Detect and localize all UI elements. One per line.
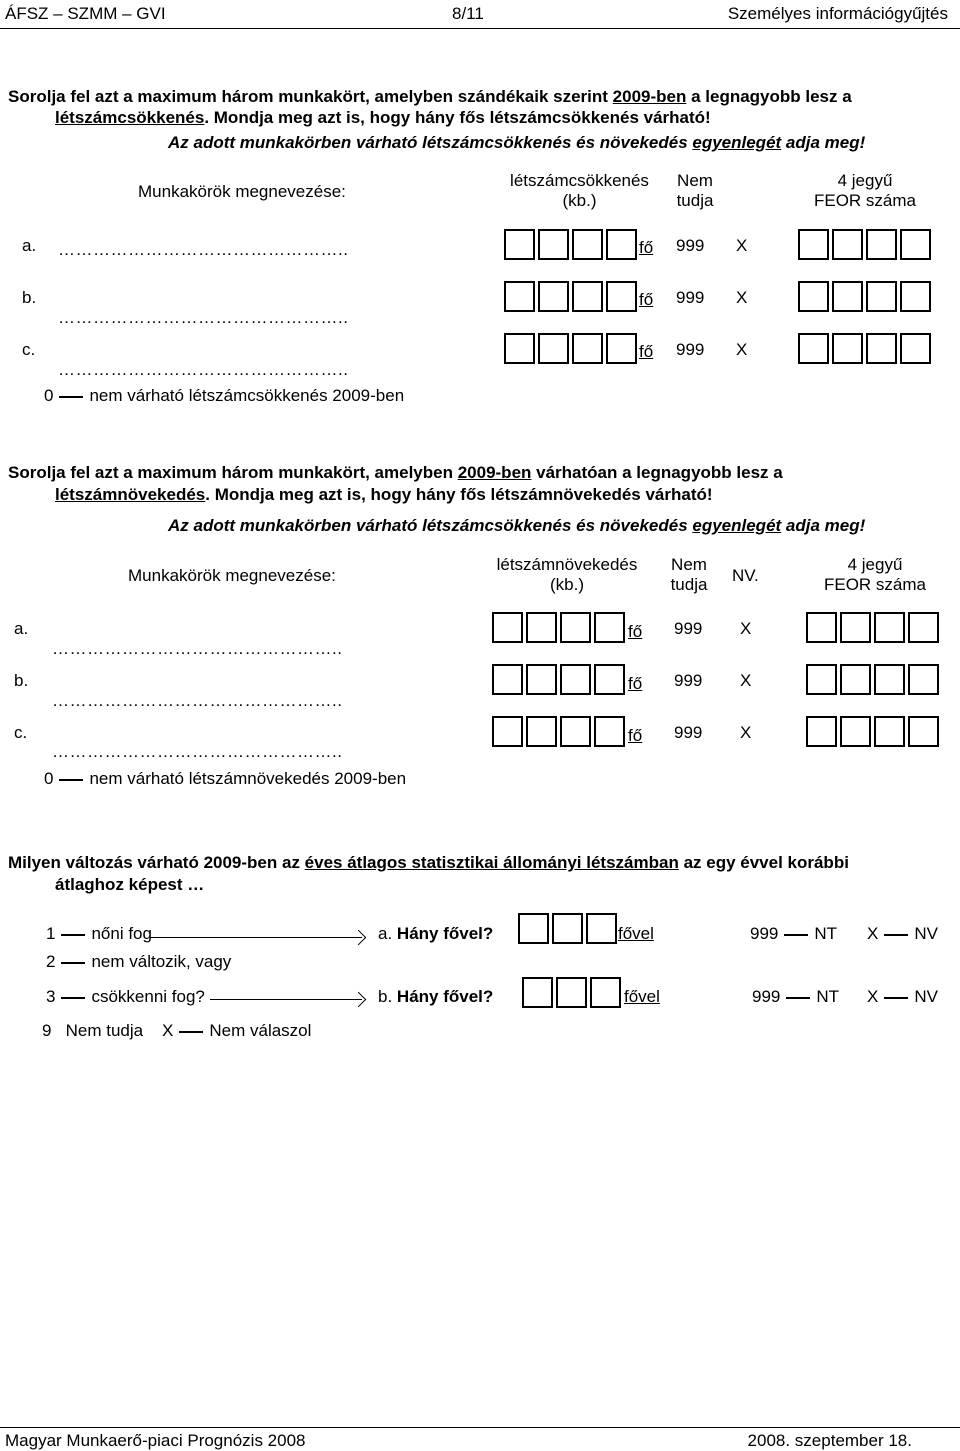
dash-icon bbox=[61, 934, 85, 936]
q2-row-a-count-digit-2[interactable] bbox=[526, 612, 557, 643]
q3-option-2-code: 2 bbox=[46, 952, 56, 971]
q1-col-dk-line2: tudja bbox=[676, 191, 714, 210]
q2-instruction-balance: egyenlegét bbox=[692, 516, 782, 535]
q1-row-c-feor-digit-3[interactable] bbox=[866, 333, 897, 364]
q1-row-c-name-field[interactable]: ………………………………………….. bbox=[58, 360, 349, 379]
q1-col-feor-line1: 4 jegyű bbox=[837, 171, 893, 190]
q1-line-2 bbox=[55, 108, 711, 128]
q2-col-name: Munkakörök megnevezése: bbox=[128, 566, 336, 585]
q2-row-b-letter: b. bbox=[14, 671, 29, 690]
q1-row-a-feor-digit-1[interactable] bbox=[798, 229, 829, 260]
q3-option-1-text: nőni fog bbox=[91, 924, 152, 943]
header-rule bbox=[0, 28, 960, 29]
arrow-right-icon bbox=[150, 937, 362, 938]
q3-option-9-x[interactable] bbox=[42, 1021, 311, 1041]
q1-row-c-letter: c. bbox=[22, 340, 36, 359]
q1-line-1-end: a legnagyobb lesz a bbox=[686, 87, 852, 106]
q2-instruction-end: adja meg! bbox=[781, 516, 866, 535]
q2-col-dk-line2: tudja bbox=[670, 575, 708, 594]
dash-icon bbox=[179, 1031, 203, 1033]
q2-row-a-name-field[interactable]: ………………………………………….. bbox=[52, 639, 343, 658]
q2-none-code: 0 bbox=[44, 769, 54, 788]
q2-col-dk bbox=[664, 555, 714, 595]
q1-row-b-feor-digit-2[interactable] bbox=[832, 281, 863, 312]
q1-row-c-count-digit-4[interactable] bbox=[606, 333, 637, 364]
q1-row-c-feor-digit-1[interactable] bbox=[798, 333, 829, 364]
q2-row-c-name-field[interactable]: ………………………………………….. bbox=[52, 742, 343, 761]
q3-b-unit: fővel bbox=[624, 987, 660, 1006]
q3-a-unit: fővel bbox=[618, 924, 654, 943]
q1-row-a-dk-code[interactable]: 999 bbox=[676, 236, 705, 255]
header-page-number: 8/11 bbox=[452, 4, 484, 23]
q3-b-dk-code: 999 bbox=[752, 987, 781, 1006]
q2-line-1 bbox=[8, 463, 783, 483]
q3-b-dk[interactable] bbox=[752, 987, 839, 1007]
q3-option-1-code: 1 bbox=[46, 924, 56, 943]
q1-row-b-unit: fő bbox=[639, 290, 654, 309]
q2-line-1-text: Sorolja fel azt a maximum három munkakört, amelyben bbox=[8, 463, 458, 482]
q3-a-letter: a. bbox=[378, 924, 393, 943]
q2-row-c-count-digit-3[interactable] bbox=[560, 716, 591, 747]
q1-line-2-term: létszámcsökkenés bbox=[55, 108, 205, 127]
q1-col-dk-line1: Nem bbox=[677, 171, 713, 190]
dash-icon bbox=[59, 396, 83, 398]
q3-option-3-text: csökkenni fog? bbox=[91, 987, 205, 1006]
q2-row-b-unit: fő bbox=[628, 674, 643, 693]
q1-row-c-count-digit-2[interactable] bbox=[538, 333, 569, 364]
q1-line-1-year: 2009-ben bbox=[612, 87, 687, 106]
q1-col-dk bbox=[670, 171, 720, 211]
q1-row-a-feor-digit-4[interactable] bbox=[900, 229, 931, 260]
footer-rule bbox=[0, 1427, 960, 1428]
q2-instruction-text: Az adott munkakörben várható létszámcsökkenés és növekedés bbox=[168, 516, 693, 535]
q1-row-a-feor-digit-2[interactable] bbox=[832, 229, 863, 260]
q3-a-nv-text: NV bbox=[914, 924, 938, 943]
q3-line-1-term: éves átlagos statisztikai állományi létszámban bbox=[304, 853, 679, 872]
q2-row-c-feor-digit-4[interactable] bbox=[908, 716, 939, 747]
q2-line-2 bbox=[55, 485, 713, 505]
q1-row-b-count-digit-3[interactable] bbox=[572, 281, 603, 312]
q2-col-dk-line1: Nem bbox=[671, 555, 707, 574]
q3-b-label bbox=[378, 987, 493, 1007]
q1-line-1-text: Sorolja fel azt a maximum három munkakört, amelyben szándékaik szerint bbox=[8, 87, 613, 106]
q2-row-a-count-digit-4[interactable] bbox=[594, 612, 625, 643]
header-left: ÁFSZ – SZMM – GVI bbox=[5, 4, 166, 23]
q3-a-nv[interactable] bbox=[867, 924, 938, 944]
q2-row-a-count-digit-1[interactable] bbox=[492, 612, 523, 643]
q1-row-c-x-code[interactable]: X bbox=[736, 340, 748, 359]
q3-b-digit-3[interactable] bbox=[590, 977, 621, 1008]
q2-col-feor-line1: 4 jegyű bbox=[847, 555, 903, 574]
q2-row-b-count-digit-2[interactable] bbox=[526, 664, 557, 695]
q2-col-count bbox=[488, 555, 646, 595]
q2-line-1-end: várhatóan a legnagyobb lesz a bbox=[531, 463, 783, 482]
q2-row-a-nv-code[interactable]: X bbox=[740, 619, 752, 638]
dash-icon bbox=[61, 997, 85, 999]
q1-instruction-balance: egyenlegét bbox=[692, 133, 782, 152]
q1-instruction bbox=[168, 133, 865, 153]
q3-a-dk-code: 999 bbox=[750, 924, 779, 943]
header-right: Személyes információgyűjtés bbox=[727, 4, 948, 23]
q3-b-digit-2[interactable] bbox=[556, 977, 587, 1008]
q3-a-digit-3[interactable] bbox=[586, 913, 617, 944]
q3-a-nv-code: X bbox=[867, 924, 879, 943]
q3-a-digit-1[interactable] bbox=[518, 913, 549, 944]
q1-row-a-letter: a. bbox=[22, 236, 37, 255]
q2-line-1-year: 2009-ben bbox=[457, 463, 532, 482]
footer-right: 2008. szeptember 18. bbox=[747, 1431, 912, 1450]
q3-option-2-text: nem változik, vagy bbox=[91, 952, 232, 971]
q1-instruction-end: adja meg! bbox=[781, 133, 866, 152]
q3-line-1-end: az egy évvel korábbi bbox=[678, 853, 849, 872]
q2-row-b-nv-code[interactable]: X bbox=[740, 671, 752, 690]
q1-row-a-count-digit-4[interactable] bbox=[606, 229, 637, 260]
q1-row-b-count-digit-2[interactable] bbox=[538, 281, 569, 312]
q1-row-a-feor-digit-3[interactable] bbox=[866, 229, 897, 260]
dash-icon bbox=[884, 997, 908, 999]
q1-row-a-x-code[interactable]: X bbox=[736, 236, 748, 255]
footer-left: Magyar Munkaerő-piaci Prognózis 2008 bbox=[5, 1431, 306, 1450]
q2-row-a-feor-digit-3[interactable] bbox=[874, 612, 905, 643]
q3-line-2: átlaghoz képest … bbox=[55, 875, 205, 894]
arrow-right-icon bbox=[210, 999, 362, 1000]
q2-row-c-count-digit-1[interactable] bbox=[492, 716, 523, 747]
q3-option-9-code: 9 bbox=[42, 1021, 52, 1040]
q1-row-b-count-digit-4[interactable] bbox=[606, 281, 637, 312]
q1-row-b-name-field[interactable]: ………………………………………….. bbox=[58, 308, 349, 327]
q1-col-feor-line2: FEOR száma bbox=[813, 191, 917, 210]
q2-none-text: nem várható létszámnövekedés 2009-ben bbox=[89, 769, 407, 788]
q3-b-nv-text: NV bbox=[914, 987, 938, 1006]
q3-option-3-code: 3 bbox=[46, 987, 56, 1006]
q3-a-dk-text: NT bbox=[814, 924, 838, 943]
q2-row-b-count-digit-4[interactable] bbox=[594, 664, 625, 695]
q3-line-1-text: Milyen változás várható 2009-ben az bbox=[8, 853, 305, 872]
q2-row-c-count-digit-4[interactable] bbox=[594, 716, 625, 747]
dash-icon bbox=[786, 997, 810, 999]
q3-a-dk[interactable] bbox=[750, 924, 837, 944]
q3-b-question: Hány fővel? bbox=[396, 987, 494, 1006]
q1-row-b-dk-code[interactable]: 999 bbox=[676, 288, 705, 307]
q2-col-nv: NV. bbox=[732, 566, 759, 585]
q1-row-a-unit: fő bbox=[639, 238, 654, 257]
q2-row-b-feor-digit-4[interactable] bbox=[908, 664, 939, 695]
q2-row-b-count-digit-1[interactable] bbox=[492, 664, 523, 695]
q1-row-b-feor-digit-3[interactable] bbox=[866, 281, 897, 312]
q1-row-b-x-code[interactable]: X bbox=[736, 288, 748, 307]
q1-row-a-name-field[interactable]: ………………………………………….. bbox=[58, 240, 349, 259]
q1-none-text: nem várható létszámcsökkenés 2009-ben bbox=[89, 386, 405, 405]
q2-row-a-feor-digit-4[interactable] bbox=[908, 612, 939, 643]
q2-line-2-text: . Mondja meg azt is, hogy hány fős létszámnövekedés várható! bbox=[205, 485, 713, 504]
q1-none-option[interactable] bbox=[44, 386, 404, 406]
dash-icon bbox=[59, 779, 83, 781]
q2-row-a-feor-digit-2[interactable] bbox=[840, 612, 871, 643]
q1-col-name: Munkakörök megnevezése: bbox=[138, 182, 346, 201]
q2-none-option[interactable] bbox=[44, 769, 406, 789]
q3-a-question: Hány fővel? bbox=[396, 924, 494, 943]
q3-option-2[interactable] bbox=[46, 952, 231, 972]
q2-col-count-line2: (kb.) bbox=[550, 575, 584, 594]
q1-col-count-line1: létszámcsökkenés bbox=[510, 171, 649, 190]
q1-line-1 bbox=[8, 87, 852, 107]
q2-row-b-dk-code[interactable]: 999 bbox=[674, 671, 703, 690]
q1-col-feor bbox=[800, 171, 930, 211]
q3-line-1 bbox=[8, 853, 849, 873]
q2-row-c-nv-code[interactable]: X bbox=[740, 723, 752, 742]
q2-row-c-feor-digit-3[interactable] bbox=[874, 716, 905, 747]
q2-row-b-feor-digit-1[interactable] bbox=[806, 664, 837, 695]
q3-b-digit-1[interactable] bbox=[522, 977, 553, 1008]
q2-col-feor bbox=[810, 555, 940, 595]
q3-option-x-text: Nem válaszol bbox=[209, 1021, 312, 1040]
q3-b-letter: b. bbox=[378, 987, 393, 1006]
q1-row-a-count-digit-3[interactable] bbox=[572, 229, 603, 260]
q1-line-2-text: . Mondja meg azt is, hogy hány fős létszámcsökkenés várható! bbox=[204, 108, 711, 127]
q2-row-c-dk-code[interactable]: 999 bbox=[674, 723, 703, 742]
q3-option-x-code: X bbox=[162, 1021, 174, 1040]
q2-row-b-feor-digit-3[interactable] bbox=[874, 664, 905, 695]
q2-instruction bbox=[168, 516, 865, 536]
q1-row-b-letter: b. bbox=[22, 288, 37, 307]
q2-row-c-count-digit-2[interactable] bbox=[526, 716, 557, 747]
q2-row-c-feor-digit-1[interactable] bbox=[806, 716, 837, 747]
q2-row-c-unit: fő bbox=[628, 726, 643, 745]
q2-col-feor-line2: FEOR száma bbox=[823, 575, 927, 594]
q1-row-a-count-digit-2[interactable] bbox=[538, 229, 569, 260]
q1-row-b-feor-digit-1[interactable] bbox=[798, 281, 829, 312]
q2-row-b-feor-digit-2[interactable] bbox=[840, 664, 871, 695]
q1-row-a-count-digit-1[interactable] bbox=[504, 229, 535, 260]
q2-row-a-dk-code[interactable]: 999 bbox=[674, 619, 703, 638]
q1-row-c-feor-digit-4[interactable] bbox=[900, 333, 931, 364]
q2-row-c-feor-digit-2[interactable] bbox=[840, 716, 871, 747]
q2-row-c-letter: c. bbox=[14, 723, 28, 742]
q3-option-9-text: Nem tudja bbox=[65, 1021, 144, 1040]
q1-row-c-feor-digit-2[interactable] bbox=[832, 333, 863, 364]
q1-none-code: 0 bbox=[44, 386, 54, 405]
q1-row-c-unit: fő bbox=[639, 342, 654, 361]
q2-row-b-count-digit-3[interactable] bbox=[560, 664, 591, 695]
q2-row-a-feor-digit-1[interactable] bbox=[806, 612, 837, 643]
dash-icon bbox=[884, 934, 908, 936]
q1-col-count-line2: (kb.) bbox=[562, 191, 597, 210]
q2-row-b-name-field[interactable]: ………………………………………….. bbox=[52, 691, 343, 710]
q2-line-2-term: létszámnövekedés bbox=[55, 485, 206, 504]
dash-icon bbox=[784, 934, 808, 936]
q1-row-b-feor-digit-4[interactable] bbox=[900, 281, 931, 312]
q3-b-dk-text: NT bbox=[816, 987, 840, 1006]
q3-b-nv-code: X bbox=[867, 987, 879, 1006]
q1-row-c-count-digit-1[interactable] bbox=[504, 333, 535, 364]
q3-b-nv[interactable] bbox=[867, 987, 938, 1007]
q3-a-label bbox=[378, 924, 493, 944]
q1-row-c-count-digit-3[interactable] bbox=[572, 333, 603, 364]
q1-instruction-text: Az adott munkakörben várható létszámcsökkenés és növekedés bbox=[168, 133, 693, 152]
q2-row-a-letter: a. bbox=[14, 619, 29, 638]
q1-row-c-dk-code[interactable]: 999 bbox=[676, 340, 705, 359]
q2-row-a-unit: fő bbox=[628, 622, 643, 641]
q3-option-3[interactable] bbox=[46, 987, 205, 1007]
q3-a-digit-2[interactable] bbox=[552, 913, 583, 944]
q1-col-count bbox=[502, 171, 657, 211]
q3-option-1[interactable] bbox=[46, 924, 152, 944]
q2-col-count-line1: létszámnövekedés bbox=[496, 555, 638, 574]
q2-row-a-count-digit-3[interactable] bbox=[560, 612, 591, 643]
dash-icon bbox=[61, 962, 85, 964]
q1-row-b-count-digit-1[interactable] bbox=[504, 281, 535, 312]
